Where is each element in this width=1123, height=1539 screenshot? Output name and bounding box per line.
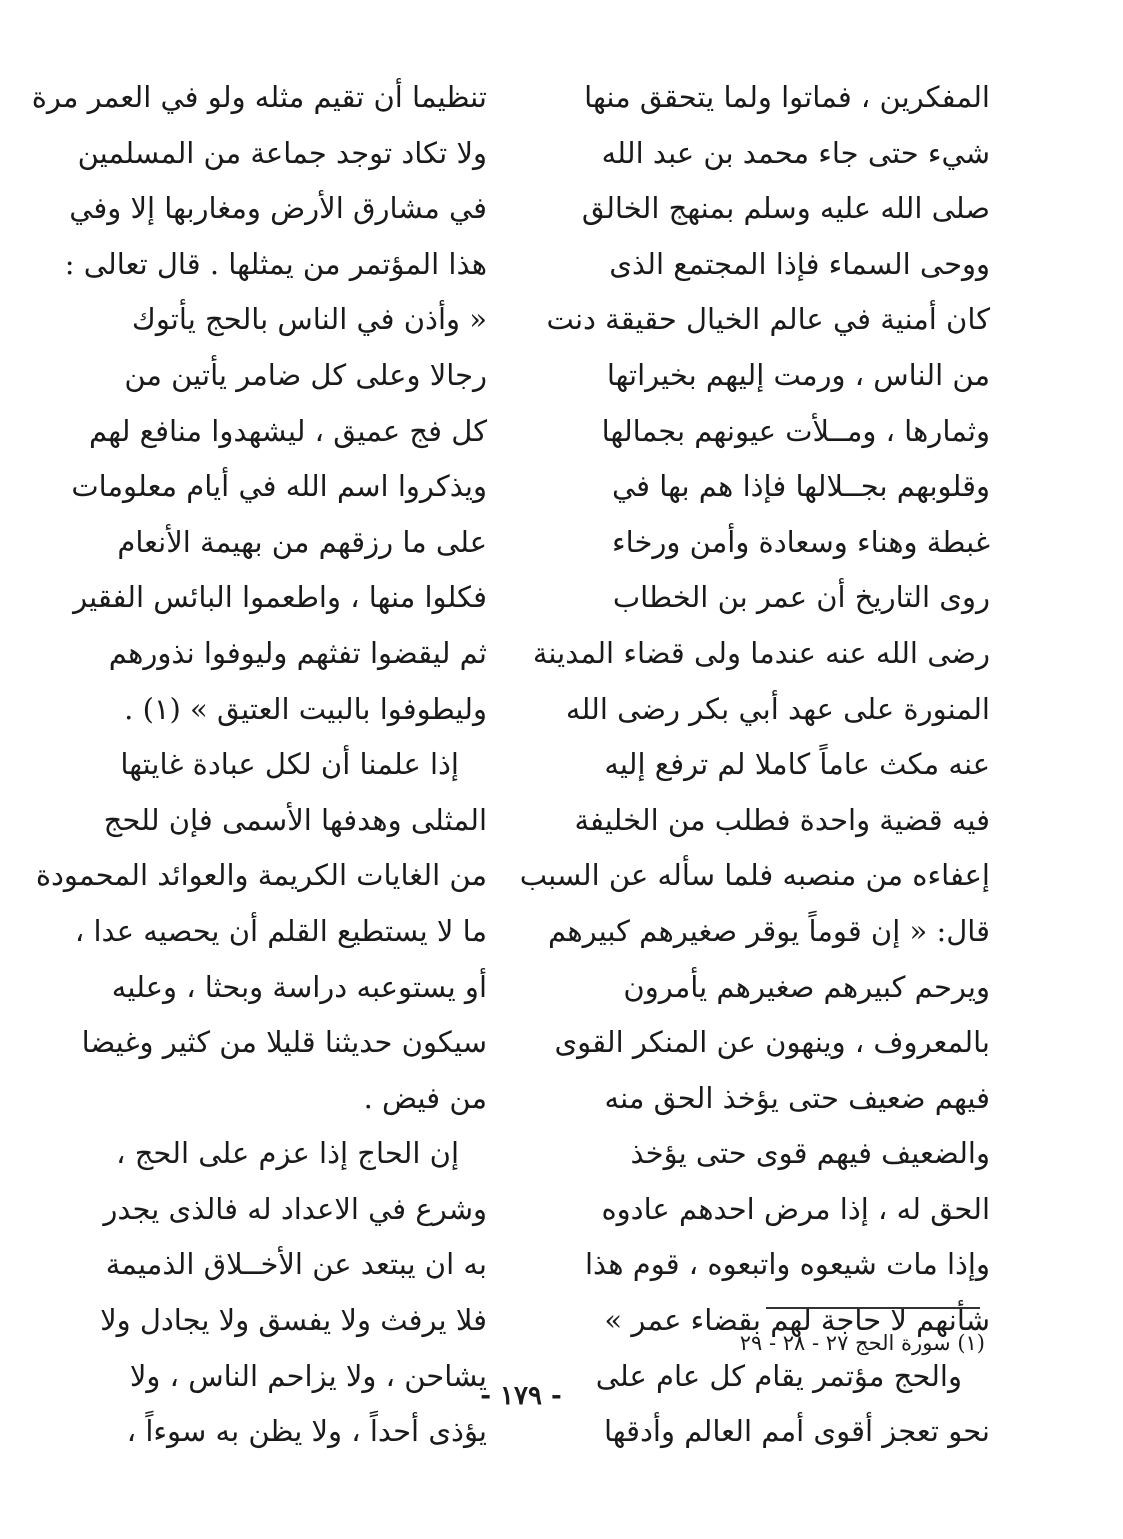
left-text-column: [31, 70, 487, 1460]
text-line: كان أمنية في عالم الخيال حقيقة دنت: [546, 302, 990, 337]
quran-quote-line: ثم ليقضوا تفثهم وليوفوا نذورهم: [108, 635, 487, 670]
quran-quote-line: رجالا وعلى كل ضامر يأتين من: [124, 357, 487, 392]
text-line: في مشارق الأرض ومغاربها إلا وفي: [69, 191, 487, 226]
text-line: شأنهم لا حاجة لهم بقضاء عمر »: [604, 1303, 990, 1338]
quran-quote-line: ويذكروا اسم الله في أيام معلومات: [71, 469, 487, 504]
text-line: والضعيف فيهم قوى حتى يؤخذ: [630, 1136, 990, 1171]
text-line: المفكرين ، فماتوا ولما يتحقق منها: [584, 80, 990, 114]
text-line: هذا المؤتمر من يمثلها . قال تعالى :: [64, 246, 487, 281]
footnote-divider: [766, 1307, 980, 1309]
paragraph-start-line: إذا علمنا أن لكل عبادة غايتها: [120, 747, 459, 782]
text-line: به ان يبتعد عن الأخــلاق الذميمة: [105, 1247, 487, 1282]
text-line: من الغايات الكريمة والعوائد المحمودة: [35, 858, 487, 893]
text-line: وقلوبهم بجــلالها فإذا هم بها في: [612, 469, 990, 504]
text-line: من الناس ، ورمت إليهم بخيراتها: [606, 357, 990, 392]
text-line: صلى الله عليه وسلم بمنهج الخالق: [581, 191, 990, 226]
text-line: روى التاريخ أن عمر بن الخطاب: [612, 580, 990, 615]
text-line: المنورة على عهد أبي بكر رضى الله: [565, 691, 990, 726]
quran-quote-line: فكلوا منها ، واطعموا البائس الفقير: [73, 580, 487, 615]
footnote: (١) سورة الحج ٢٧ - ٢٨ - ٢٩: [739, 1331, 985, 1355]
paragraph-start-line: والحج مؤتمر يقام كل عام على: [595, 1358, 962, 1393]
text-line: الحق له ، إذا مرض احدهم عادوه: [601, 1191, 990, 1226]
text-line: ولا تكاد توجد جماعة من المسلمين: [77, 135, 487, 170]
text-line: فيه قضية واحدة فطلب من الخليفة: [574, 802, 990, 837]
text-line: المثلى وهدفها الأسمى فإن للحج: [103, 802, 487, 837]
text-line: يشاحن ، ولا يزاحم الناس ، ولا: [129, 1358, 487, 1393]
paragraph-start-line: إن الحاج إذا عزم على الحج ،: [116, 1136, 459, 1171]
text-line: تنظيما أن تقيم مثله ولو في العمر مرة: [31, 80, 487, 114]
text-line: غبطة وهناء وسعادة وأمن ورخاء: [612, 524, 990, 559]
text-line: بالمعروف ، وينهون عن المنكر القوى: [554, 1025, 990, 1060]
quran-quote-line: على ما رزقهم من بهيمة الأنعام: [117, 524, 487, 559]
quran-quote-line: وليطوفوا بالبيت العتيق » (١) .: [124, 691, 487, 726]
quran-quote-line: كل فج عميق ، ليشهدوا منافع لهم: [88, 413, 487, 448]
text-line: وثمارها ، ومــلأت عيونهم بجمالها: [601, 413, 990, 448]
text-line: ما لا يستطيع القلم أن يحصيه عدا ،: [74, 913, 487, 948]
text-line: عنه مكث عاماً كاملا لم ترفع إليه: [604, 747, 990, 782]
text-line: قال: « إن قوماً يوقر صغيرهم كبيرهم: [548, 913, 990, 948]
text-line: فيهم ضعيف حتى يؤخذ الحق منه: [604, 1080, 990, 1115]
text-line: من فيض .: [363, 1080, 487, 1115]
text-line: يؤذى أحداً ، ولا يظن به سوءاً ،: [126, 1414, 487, 1449]
text-line: وإذا مات شيعوه واتبعوه ، قوم هذا: [584, 1247, 990, 1282]
text-line: ويرحم كبيرهم صغيرهم يأمرون: [623, 969, 990, 1004]
text-line: وشرع في الاعداد له فالذى يجدر: [103, 1191, 487, 1226]
text-line: نحو تعجز أقوى أمم العالم وأدقها: [603, 1414, 990, 1449]
text-line: فلا يرفث ولا يفسق ولا يجادل ولا: [100, 1303, 487, 1338]
text-line: رضى الله عنه عندما ولى قضاء المدينة: [532, 635, 990, 670]
text-line: إعفاءه من منصبه فلما سأله عن السبب: [519, 858, 990, 893]
quran-quote-line: « وأذن في الناس بالحج يأتوك: [131, 302, 487, 337]
text-line: شيء حتى جاء محمد بن عبد الله: [601, 135, 990, 170]
text-line: سيكون حديثنا قليلا من كثير وغيضا: [81, 1025, 487, 1060]
text-line: أو يستوعبه دراسة وبحثا ، وعليه: [111, 969, 487, 1004]
page-number: - ١٧٩ -: [480, 1381, 562, 1411]
text-line: ووحى السماء فإذا المجتمع الذى: [609, 246, 990, 281]
